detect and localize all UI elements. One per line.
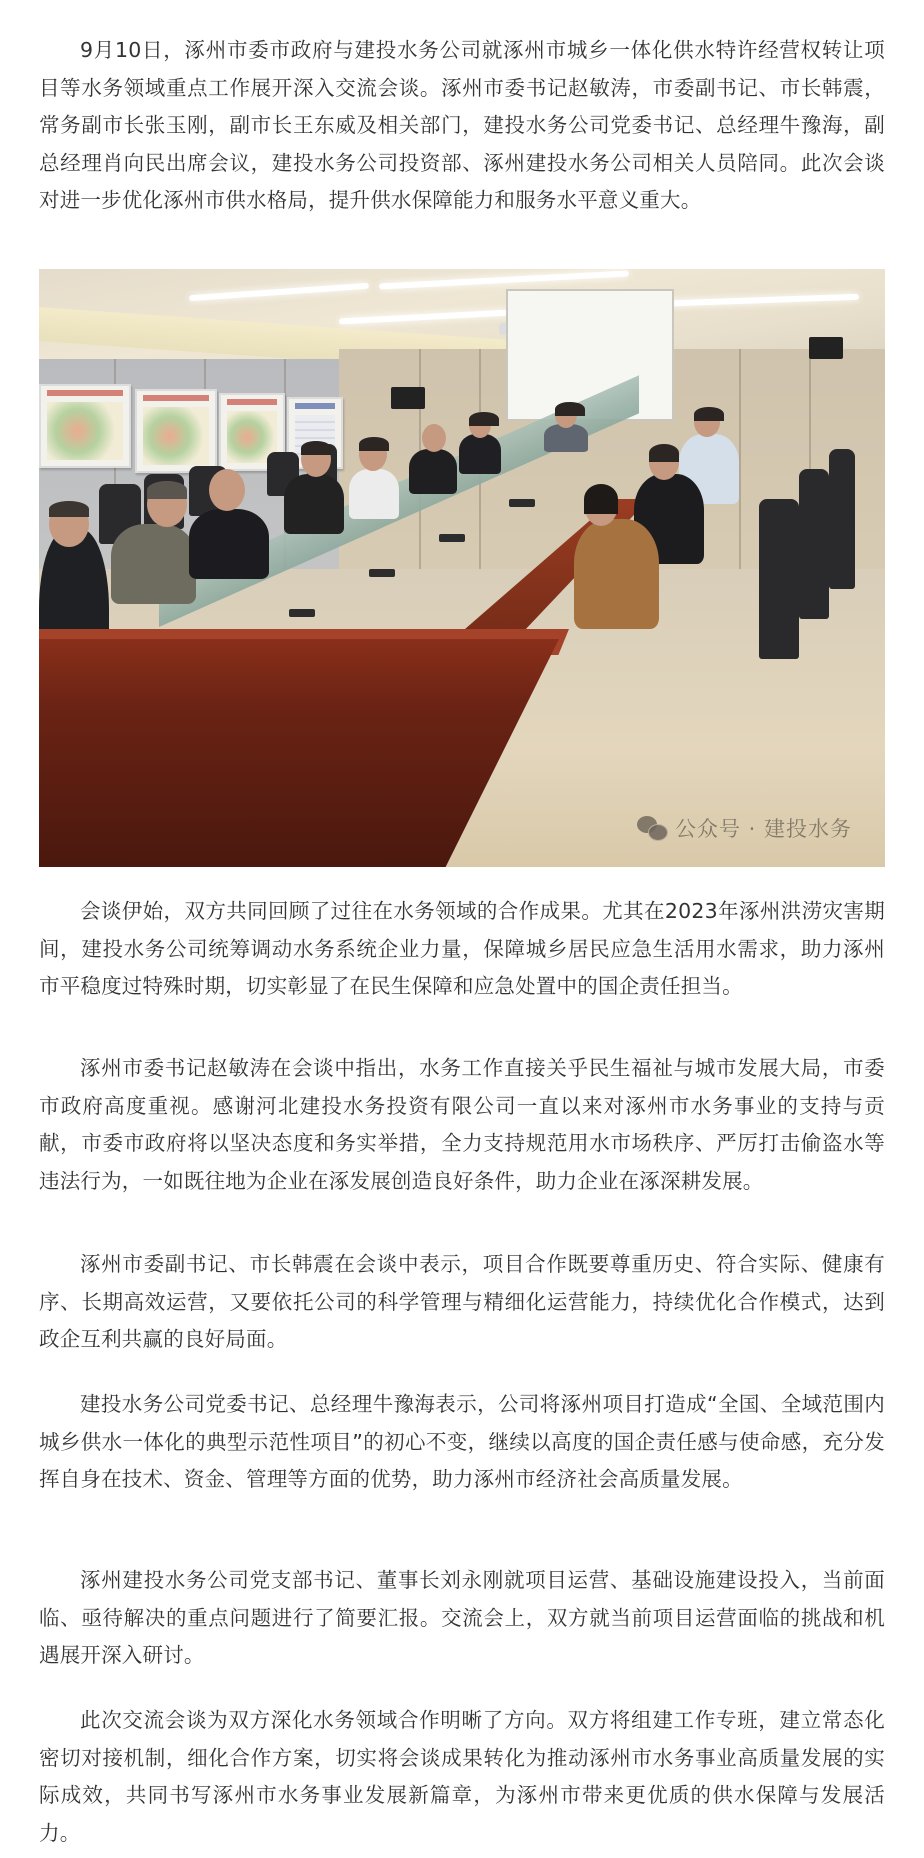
- person-head: [301, 441, 331, 477]
- microphone: [509, 499, 535, 507]
- person-head: [555, 402, 577, 428]
- person-head: [469, 412, 491, 438]
- photo-watermark: [637, 813, 852, 843]
- microphone: [439, 534, 465, 542]
- person-head: [147, 481, 187, 527]
- person: [284, 474, 344, 534]
- person-head: [649, 444, 679, 480]
- wall-speaker: [809, 337, 843, 359]
- wall-speaker: [391, 387, 425, 409]
- wall-map-board: [135, 389, 217, 473]
- person-head: [359, 437, 387, 471]
- person: [409, 449, 457, 494]
- meeting-photo: [39, 269, 885, 867]
- chair: [829, 449, 855, 589]
- article-paragraph-1: 9月10日，涿州市委市政府与建投水务公司就涿州市城乡一体化供水特许经营权转让项目等水务领域重点工作展开深入交流会谈。涿州市委书记赵敏涛，市委副书记、市长韩震，常务副市长张玉刚，副市长王东威及相关部门，建投水务公司党委书记、总经理牛豫海，副总经理肖向民出席会议，建投水务公司投资部、涿州建投水务公司相关人员陪同。此次会谈对进一步优化涿州市供水格局，提升供水保障能力和服务水平意义重大。: [39, 38, 885, 212]
- person: [111, 524, 196, 604]
- person-head: [422, 424, 446, 452]
- watermark-text: 公众号 · 建投水务: [675, 817, 853, 841]
- microphone: [289, 609, 315, 617]
- article-paragraph-2: 会谈伊始，双方共同回顾了过往在水务领域的合作成果。尤其在2023年涿州洪涝灾害期间，建投水务公司统筹调动水务系统企业力量，保障城乡居民应急生活用水需求，助力涿州市平稳度过特殊时期，切实彰显了在民生保障和应急处置中的国企责任担当。: [39, 899, 885, 998]
- person-head: [49, 501, 89, 547]
- person: [459, 434, 501, 474]
- person-chair-center: [544, 424, 588, 452]
- wall-map-board: [39, 384, 131, 468]
- microphone: [369, 569, 395, 577]
- chair: [799, 469, 829, 619]
- person-head: [694, 407, 720, 437]
- article-paragraph-5: 建投水务公司党委书记、总经理牛豫海表示，公司将涿州项目打造成“全国、全域范围内城乡供水一体化的典型示范性项目”的初心不变，继续以高度的国企责任感与使命感，充分发挥自身在技术、资金、管理等方面的优势，助力涿州市经济社会高质量发展。: [39, 1392, 885, 1491]
- person-head: [584, 484, 618, 526]
- article-paragraph-3: 涿州市委书记赵敏涛在会谈中指出，水务工作直接关乎民生福祉与城市发展大局，市委市政府高度重视。感谢河北建投水务投资有限公司一直以来对涿州市水务事业的支持与贡献，市委市政府将以坚决态度和务实举措，全力支持规范用水市场秩序、严厉打击偷盗水等违法行为，一如既往地为企业在涿发展创造良好条件，助力企业在涿深耕发展。: [39, 1056, 885, 1193]
- person: [349, 469, 399, 519]
- person-head: [209, 469, 245, 511]
- wechat-icon: [637, 816, 667, 840]
- article-paragraph-4: 涿州市委副书记、市长韩震在会谈中表示，项目合作既要尊重历史、符合实际、健康有序、长期高效运营，又要依托公司的科学管理与精细化运营能力，持续优化合作模式，达到政企互利共赢的良好局面。: [39, 1252, 885, 1351]
- person: [189, 509, 269, 579]
- article-paragraph-7: 此次交流会谈为双方深化水务领域合作明晰了方向。双方将组建工作专班，建立常态化密切对接机制，细化合作方案，切实将会谈成果转化为推动涿州市水务事业高质量发展的实际成效，共同书写涿州市水务事业发展新篇章，为涿州市带来更优质的供水保障与发展活力。: [39, 1708, 885, 1845]
- person: [574, 519, 659, 629]
- chair: [759, 499, 799, 659]
- article-paragraph-6: 涿州建投水务公司党支部书记、董事长刘永刚就项目运营、基础设施建设投入，当前面临、亟待解决的重点问题进行了简要汇报。交流会上，双方就当前项目运营面临的挑战和机遇展开深入研讨。: [39, 1568, 885, 1667]
